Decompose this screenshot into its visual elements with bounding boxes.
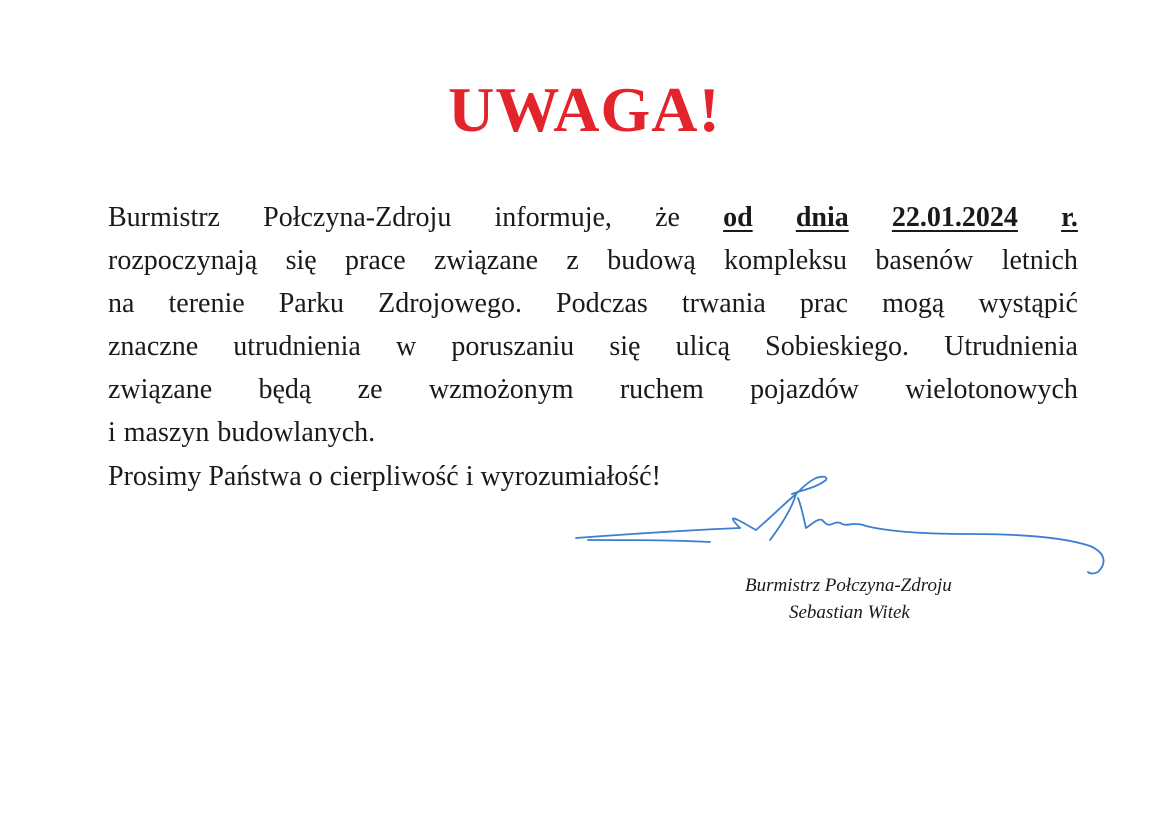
word: trwania xyxy=(681,288,766,319)
word: terenie xyxy=(168,288,245,319)
signatory-role: Burmistrz Połczyna-Zdroju xyxy=(745,575,952,596)
word: Podczas xyxy=(556,288,648,319)
word: się xyxy=(285,245,317,276)
notice-body xyxy=(108,196,1078,454)
word: prace xyxy=(345,245,406,276)
body-line-5 xyxy=(108,368,1078,411)
word: ze xyxy=(357,374,383,405)
word: w xyxy=(395,331,417,362)
word: basenów xyxy=(875,245,974,276)
date-emphasis-word: 22.01.2024 xyxy=(891,202,1018,233)
word: wystąpić xyxy=(978,288,1078,319)
word: budowlanych. xyxy=(217,417,376,448)
word: wzmożonym xyxy=(428,374,574,405)
notice-title: UWAGA! xyxy=(448,74,721,145)
word: letnich xyxy=(1001,245,1078,276)
word: się xyxy=(609,331,641,362)
word: związane xyxy=(108,374,213,405)
word: na xyxy=(108,288,135,319)
word: ruchem xyxy=(619,374,704,405)
word: utrudnienia xyxy=(233,331,361,362)
body-line-4 xyxy=(108,325,1078,368)
word: poruszaniu xyxy=(451,331,575,362)
word: i xyxy=(108,417,116,448)
word: mogą xyxy=(882,288,945,319)
date-emphasis-word: dnia xyxy=(795,202,849,233)
handwritten-signature xyxy=(570,468,1110,578)
word: z xyxy=(566,245,579,276)
word: pojazdów xyxy=(750,374,859,405)
word: związane xyxy=(433,245,539,276)
word: Utrudnienia xyxy=(944,331,1078,362)
signatory-name: Sebastian Witek xyxy=(789,602,910,623)
date-emphasis-word: od xyxy=(723,202,753,233)
signature-block xyxy=(745,572,995,626)
word: prac xyxy=(799,288,849,319)
word: maszyn xyxy=(123,417,210,448)
word: budową xyxy=(607,245,696,276)
body-line-1 xyxy=(108,196,1078,239)
word: Burmistrz xyxy=(108,202,220,233)
word: ulicą xyxy=(675,331,730,362)
word: Sobieskiego. xyxy=(765,331,910,362)
body-line-3 xyxy=(108,282,1078,325)
word: rozpoczynają xyxy=(108,245,258,276)
body-line-6 xyxy=(108,411,1078,454)
date-emphasis-word: r. xyxy=(1061,202,1078,233)
word: że xyxy=(655,202,680,233)
word: Połczyna-Zdroju xyxy=(263,202,452,233)
body-line-2 xyxy=(108,239,1078,282)
word: będą xyxy=(258,374,312,405)
word: znaczne xyxy=(108,331,199,362)
word: wielotonowych xyxy=(905,374,1078,405)
word: informuje, xyxy=(494,202,612,233)
word: Zdrojowego. xyxy=(378,288,522,319)
word: Parku xyxy=(278,288,345,319)
word: kompleksu xyxy=(724,245,848,276)
closing-sentence: Prosimy Państwa o cierpliwość i wyrozumiałość! xyxy=(108,461,661,492)
